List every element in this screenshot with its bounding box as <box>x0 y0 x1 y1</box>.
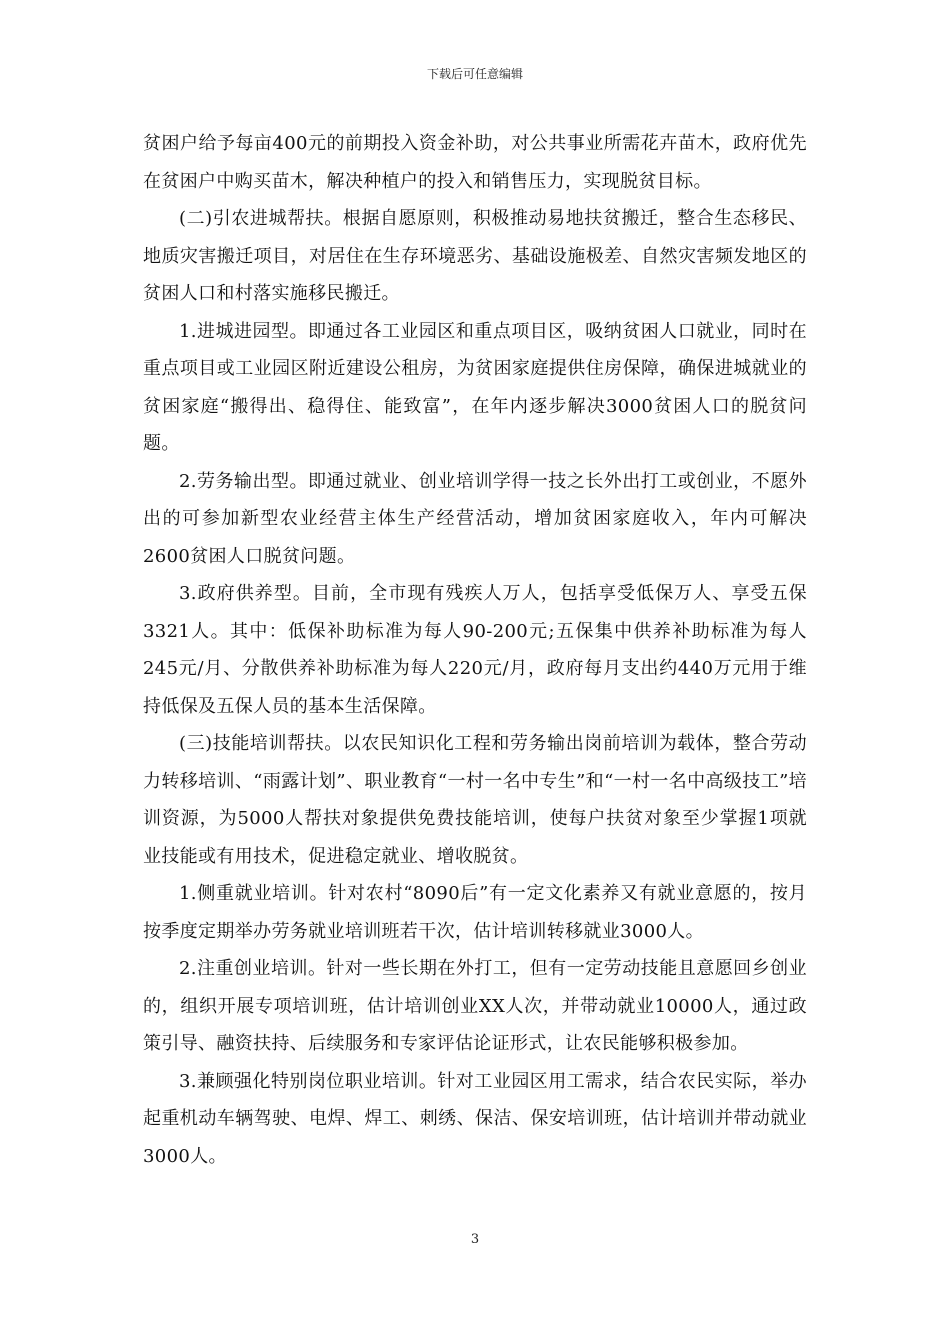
paragraph-item-employment-training: 1.侧重就业培训。针对农村“8090后”有一定文化素养又有就业意愿的，按月按季度定期举办劳务就业培训班若干次，估计培训转移就业3000人。 <box>143 883 807 942</box>
paragraph-continued: 贫困户给予每亩400元的前期投入资金补助，对公共事业所需花卉苗木，政府优先在贫困户中购买苗木，解决种植户的投入和销售压力，实现脱贫目标。 <box>143 133 807 192</box>
document-body <box>143 125 807 1175</box>
paragraph-item-city-park: 1.进城进园型。即通过各工业园区和重点项目区，吸纳贫困人口就业，同时在重点项目或工业园区附近建设公租房，为贫困家庭提供住房保障，确保进城就业的贫困家庭“搬得出、稳得住、能致富”，在年内逐步解决3000贫困人口的脱贫问题。 <box>143 320 807 454</box>
paragraph-item-labor-export: 2.劳务输出型。即通过就业、创业培训学得一技之长外出打工或创业，不愿外出的可参加新型农业经营主体生产经营活动，增加贫困家庭收入，年内可解决2600贫困人口脱贫问题。 <box>143 470 807 567</box>
paragraph-section-2-heading: (二)引农进城帮扶。根据自愿原则，积极推动易地扶贫搬迁，整合生态移民、地质灾害搬迁项目，对居住在生存环境恶劣、基础设施极差、自然灾害频发地区的贫困人口和村落实施移民搬迁。 <box>143 208 807 304</box>
paragraph-section-3-heading: (三)技能培训帮扶。以农民知识化工程和劳务输出岗前培训为载体，整合劳动力转移培训、“雨露计划”、职业教育“一村一名中专生”和“一村一名中高级技工”培训资源，为5000人帮扶对象提供免费技能培训，使每户扶贫对象至少掌握1项就业技能或有用技术，促进稳定就业、增收脱贫。 <box>143 733 807 867</box>
paragraph-item-government-support: 3.政府供养型。目前，全市现有残疾人万人，包括享受低保万人、享受五保3321人。其中：低保补助标准为每人90-200元;五保集中供养补助标准为每人245元/月、分散供养补助标准为每人220元/月，政府每月支出约440万元用于维持低保及五保人员的基本生活保障。 <box>143 583 807 717</box>
page-header: 下载后可任意编辑 <box>426 67 523 81</box>
paragraph-item-special-post-training: 3.兼顾强化特别岗位职业培训。针对工业园区用工需求，结合农民实际，举办起重机动车辆驾驶、电焊、焊工、刺绣、保洁、保安培训班，估计培训并带动就业3000人。 <box>143 1070 807 1167</box>
paragraph-item-entrepreneurship-training: 2.注重创业培训。针对一些长期在外打工，但有一定劳动技能且意愿回乡创业的，组织开展专项培训班，估计培训创业XX人次，并带动就业10000人，通过政策引导、融资扶持、后续服务和专家评估论证形式，让农民能够积极参加。 <box>143 958 807 1054</box>
page-number: 3 <box>470 1232 480 1247</box>
